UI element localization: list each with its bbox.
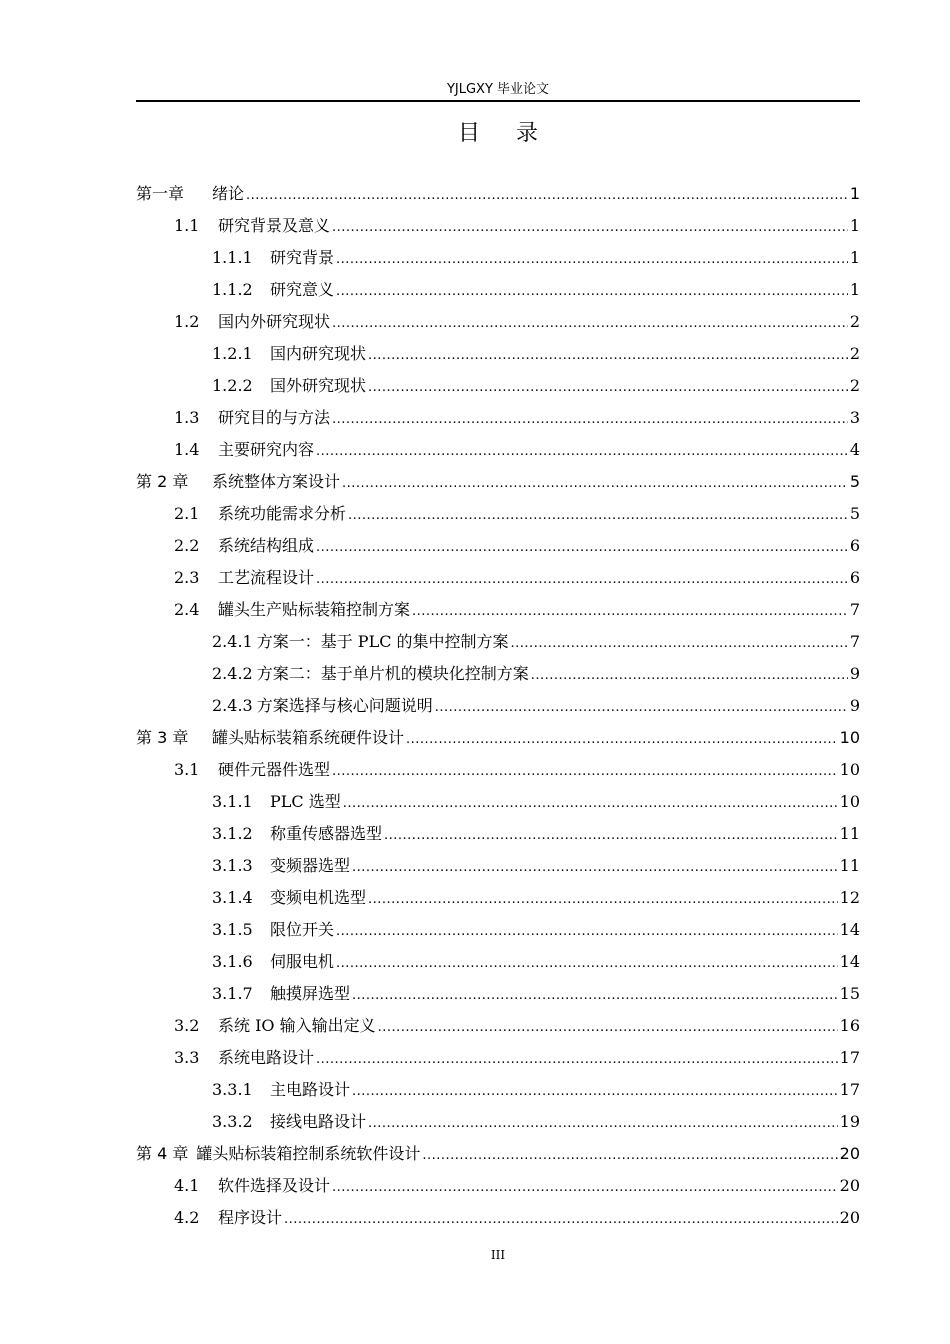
toc-dot-leader — [336, 242, 848, 276]
toc-dot-leader — [316, 562, 848, 596]
toc-title: 目录 — [457, 121, 574, 146]
toc-entry-title: 触摸屏选型 — [270, 984, 351, 1003]
toc-dot-leader — [384, 818, 838, 852]
toc-entry-title: 研究背景及意义 — [218, 216, 331, 235]
page-number: III — [490, 1248, 506, 1262]
toc-entry-number: 第 2 章 — [136, 472, 189, 491]
table-of-contents — [136, 178, 860, 1234]
toc-dot-leader — [316, 1042, 838, 1076]
toc-entry-number: 1.1.1 — [212, 248, 253, 267]
toc-dot-leader — [368, 1106, 838, 1140]
toc-entry-page: 12 — [839, 888, 860, 907]
toc-entry[interactable] — [136, 338, 860, 370]
toc-entry[interactable] — [136, 850, 860, 882]
toc-entry-title: 罐头贴标装箱系统硬件设计 — [212, 728, 405, 747]
toc-dot-leader — [531, 658, 848, 692]
toc-entry-title: 变频电机选型 — [270, 888, 367, 907]
toc-dot-leader — [332, 402, 848, 436]
toc-entry[interactable] — [136, 402, 860, 434]
toc-entry-page: 7 — [849, 632, 860, 651]
toc-entry-page: 14 — [839, 952, 860, 971]
toc-entry-number: 1.4 — [174, 440, 200, 459]
toc-entry-page: 2 — [849, 344, 860, 363]
toc-entry-page: 6 — [849, 536, 860, 555]
toc-entry-number: 2.2 — [174, 536, 200, 555]
toc-entry[interactable] — [136, 1010, 860, 1042]
toc-entry-number: 1.2.1 — [212, 344, 253, 363]
toc-entry-page: 17 — [839, 1080, 860, 1099]
toc-entry-title: 系统功能需求分析 — [218, 504, 347, 523]
toc-entry-page: 9 — [849, 664, 860, 683]
toc-dot-leader — [348, 498, 848, 532]
toc-entry-number: 2.4 — [174, 600, 200, 619]
toc-entry[interactable] — [136, 1042, 860, 1074]
toc-entry-page: 20 — [839, 1208, 860, 1227]
toc-entry-page: 5 — [849, 504, 860, 523]
toc-entry-title: 国内研究现状 — [270, 344, 367, 363]
toc-entry-number: 1.1.2 — [212, 280, 253, 299]
toc-entry[interactable] — [136, 626, 860, 658]
toc-dot-leader — [511, 626, 848, 660]
toc-entry[interactable] — [136, 178, 860, 210]
toc-entry-title: 罐头生产贴标装箱控制方案 — [218, 600, 411, 619]
toc-entry-title: 伺服电机 — [270, 952, 335, 971]
toc-entry[interactable] — [136, 1202, 860, 1234]
toc-entry-number: 第一章 — [136, 184, 185, 203]
toc-entry[interactable] — [136, 434, 860, 466]
toc-entry[interactable] — [136, 690, 860, 722]
toc-entry-title: 硬件元器件选型 — [218, 760, 331, 779]
toc-entry-number: 3.3.1 — [212, 1080, 253, 1099]
toc-entry[interactable] — [136, 562, 860, 594]
header-rule — [136, 100, 860, 102]
toc-dot-leader — [332, 306, 848, 340]
toc-entry-number: 3.3 — [174, 1048, 200, 1067]
toc-entry-number: 4.1 — [174, 1176, 200, 1195]
toc-entry-number: 3.1.2 — [212, 824, 253, 843]
toc-dot-leader — [332, 1170, 838, 1204]
toc-dot-leader — [246, 178, 848, 212]
toc-dot-leader — [368, 338, 848, 372]
toc-entry-number: 1.2 — [174, 312, 200, 331]
toc-entry-title: 罐头贴标装箱控制系统软件设计 — [196, 1144, 421, 1163]
toc-entry-title: 绪论 — [212, 184, 245, 203]
toc-entry-number: 2.4.3 — [212, 696, 253, 715]
toc-entry-number: 第 4 章 — [136, 1144, 189, 1163]
toc-entry-page: 20 — [839, 1176, 860, 1195]
toc-entry-page: 2 — [849, 376, 860, 395]
toc-entry-number: 2.4.2 — [212, 664, 253, 683]
toc-dot-leader — [412, 594, 848, 628]
toc-entry-number: 1.3 — [174, 408, 200, 427]
toc-entry-title: 限位开关 — [270, 920, 335, 939]
toc-entry-number: 2.3 — [174, 568, 200, 587]
toc-dot-leader — [352, 1074, 838, 1108]
toc-entry-title: 系统结构组成 — [218, 536, 315, 555]
toc-entry-page: 11 — [839, 856, 860, 875]
toc-entry[interactable] — [136, 466, 860, 498]
toc-dot-leader — [284, 1202, 838, 1236]
toc-entry[interactable] — [136, 978, 860, 1010]
toc-entry[interactable] — [136, 370, 860, 402]
page-header: YJLGXY 毕业论文 — [446, 82, 550, 97]
toc-entry[interactable] — [136, 882, 860, 914]
toc-entry-number: 第 3 章 — [136, 728, 189, 747]
toc-entry-number: 2.1 — [174, 504, 200, 523]
toc-entry[interactable] — [136, 1106, 860, 1138]
toc-entry-page: 17 — [839, 1048, 860, 1067]
toc-entry-title: 程序设计 — [218, 1208, 283, 1227]
toc-dot-leader — [368, 882, 838, 916]
toc-entry-title: 国内外研究现状 — [218, 312, 331, 331]
toc-dot-leader — [435, 690, 848, 724]
toc-entry-title: 称重传感器选型 — [270, 824, 383, 843]
toc-dot-leader — [342, 466, 848, 500]
toc-entry-page: 10 — [839, 760, 860, 779]
toc-entry[interactable] — [136, 530, 860, 562]
toc-entry[interactable] — [136, 274, 860, 306]
toc-entry[interactable] — [136, 498, 860, 530]
toc-entry-page: 10 — [839, 728, 860, 747]
toc-entry[interactable] — [136, 658, 860, 690]
toc-entry[interactable] — [136, 818, 860, 850]
toc-dot-leader — [422, 1138, 837, 1172]
toc-entry-number: 3.1.1 — [212, 792, 253, 811]
toc-entry-title: 主电路设计 — [270, 1080, 351, 1099]
toc-entry-page: 6 — [849, 568, 860, 587]
toc-entry[interactable] — [136, 914, 860, 946]
toc-entry-page: 1 — [849, 248, 860, 267]
toc-entry-page: 2 — [849, 312, 860, 331]
toc-entry-title: 主要研究内容 — [218, 440, 315, 459]
toc-entry-page: 1 — [849, 280, 860, 299]
toc-entry[interactable] — [136, 722, 860, 754]
toc-entry-title: 系统整体方案设计 — [212, 472, 341, 491]
toc-entry-page: 5 — [849, 472, 860, 491]
toc-entry-number: 1.1 — [174, 216, 200, 235]
toc-entry-page: 9 — [849, 696, 860, 715]
toc-dot-leader — [336, 946, 838, 980]
toc-entry-page: 10 — [839, 792, 860, 811]
toc-entry-number: 3.1 — [174, 760, 200, 779]
toc-entry[interactable] — [136, 1170, 860, 1202]
toc-entry-number: 2.4.1 — [212, 632, 253, 651]
toc-entry-title: 方案一：基于 PLC 的集中控制方案 — [256, 632, 509, 651]
toc-entry-number: 3.1.7 — [212, 984, 253, 1003]
toc-entry-number: 4.2 — [174, 1208, 200, 1227]
toc-entry[interactable] — [136, 594, 860, 626]
toc-entry-page: 15 — [839, 984, 860, 1003]
toc-entry[interactable] — [136, 242, 860, 274]
toc-entry-title: 系统电路设计 — [218, 1048, 315, 1067]
toc-entry-page: 20 — [839, 1144, 860, 1163]
toc-entry-number: 3.2 — [174, 1016, 200, 1035]
toc-entry-title: 方案二：基于单片机的模块化控制方案 — [256, 664, 529, 683]
toc-entry-title: 研究意义 — [270, 280, 335, 299]
toc-entry-page: 7 — [849, 600, 860, 619]
toc-dot-leader — [336, 914, 838, 948]
toc-entry-title: 变频器选型 — [270, 856, 351, 875]
toc-entry-number: 3.1.4 — [212, 888, 253, 907]
toc-dot-leader — [352, 978, 838, 1012]
toc-entry[interactable] — [136, 306, 860, 338]
toc-dot-leader — [343, 786, 838, 820]
toc-entry-page: 1 — [849, 216, 860, 235]
toc-entry-page: 11 — [839, 824, 860, 843]
toc-entry-page: 19 — [839, 1112, 860, 1131]
toc-entry-number: 3.1.6 — [212, 952, 253, 971]
toc-entry-number: 3.3.2 — [212, 1112, 253, 1131]
toc-dot-leader — [368, 370, 848, 404]
toc-entry-title: 方案选择与核心问题说明 — [256, 696, 433, 715]
toc-dot-leader — [406, 722, 838, 756]
toc-entry-title: 国外研究现状 — [270, 376, 367, 395]
toc-dot-leader — [316, 530, 848, 564]
toc-entry[interactable] — [136, 1074, 860, 1106]
toc-entry-title: PLC 选型 — [270, 792, 341, 811]
toc-entry[interactable] — [136, 946, 860, 978]
toc-entry-number: 3.1.5 — [212, 920, 253, 939]
toc-entry-title: 工艺流程设计 — [218, 568, 315, 587]
toc-entry[interactable] — [136, 1138, 860, 1170]
toc-entry-number: 3.1.3 — [212, 856, 253, 875]
toc-entry[interactable] — [136, 754, 860, 786]
toc-dot-leader — [332, 754, 838, 788]
toc-entry-title: 系统 IO 输入输出定义 — [218, 1016, 376, 1035]
toc-dot-leader — [316, 434, 848, 468]
toc-dot-leader — [352, 850, 838, 884]
toc-entry-title: 研究目的与方法 — [218, 408, 331, 427]
toc-entry-title: 研究背景 — [270, 248, 335, 267]
toc-dot-leader — [332, 210, 848, 244]
toc-dot-leader — [378, 1010, 838, 1044]
toc-entry-page: 4 — [849, 440, 860, 459]
toc-entry-number: 1.2.2 — [212, 376, 253, 395]
toc-dot-leader — [336, 274, 848, 308]
toc-entry-page: 16 — [839, 1016, 860, 1035]
toc-entry-page: 1 — [849, 184, 860, 203]
toc-entry-title: 软件选择及设计 — [218, 1176, 331, 1195]
toc-entry-page: 3 — [849, 408, 860, 427]
toc-entry-title: 接线电路设计 — [270, 1112, 367, 1131]
toc-entry[interactable] — [136, 786, 860, 818]
toc-entry-page: 14 — [839, 920, 860, 939]
toc-entry[interactable] — [136, 210, 860, 242]
